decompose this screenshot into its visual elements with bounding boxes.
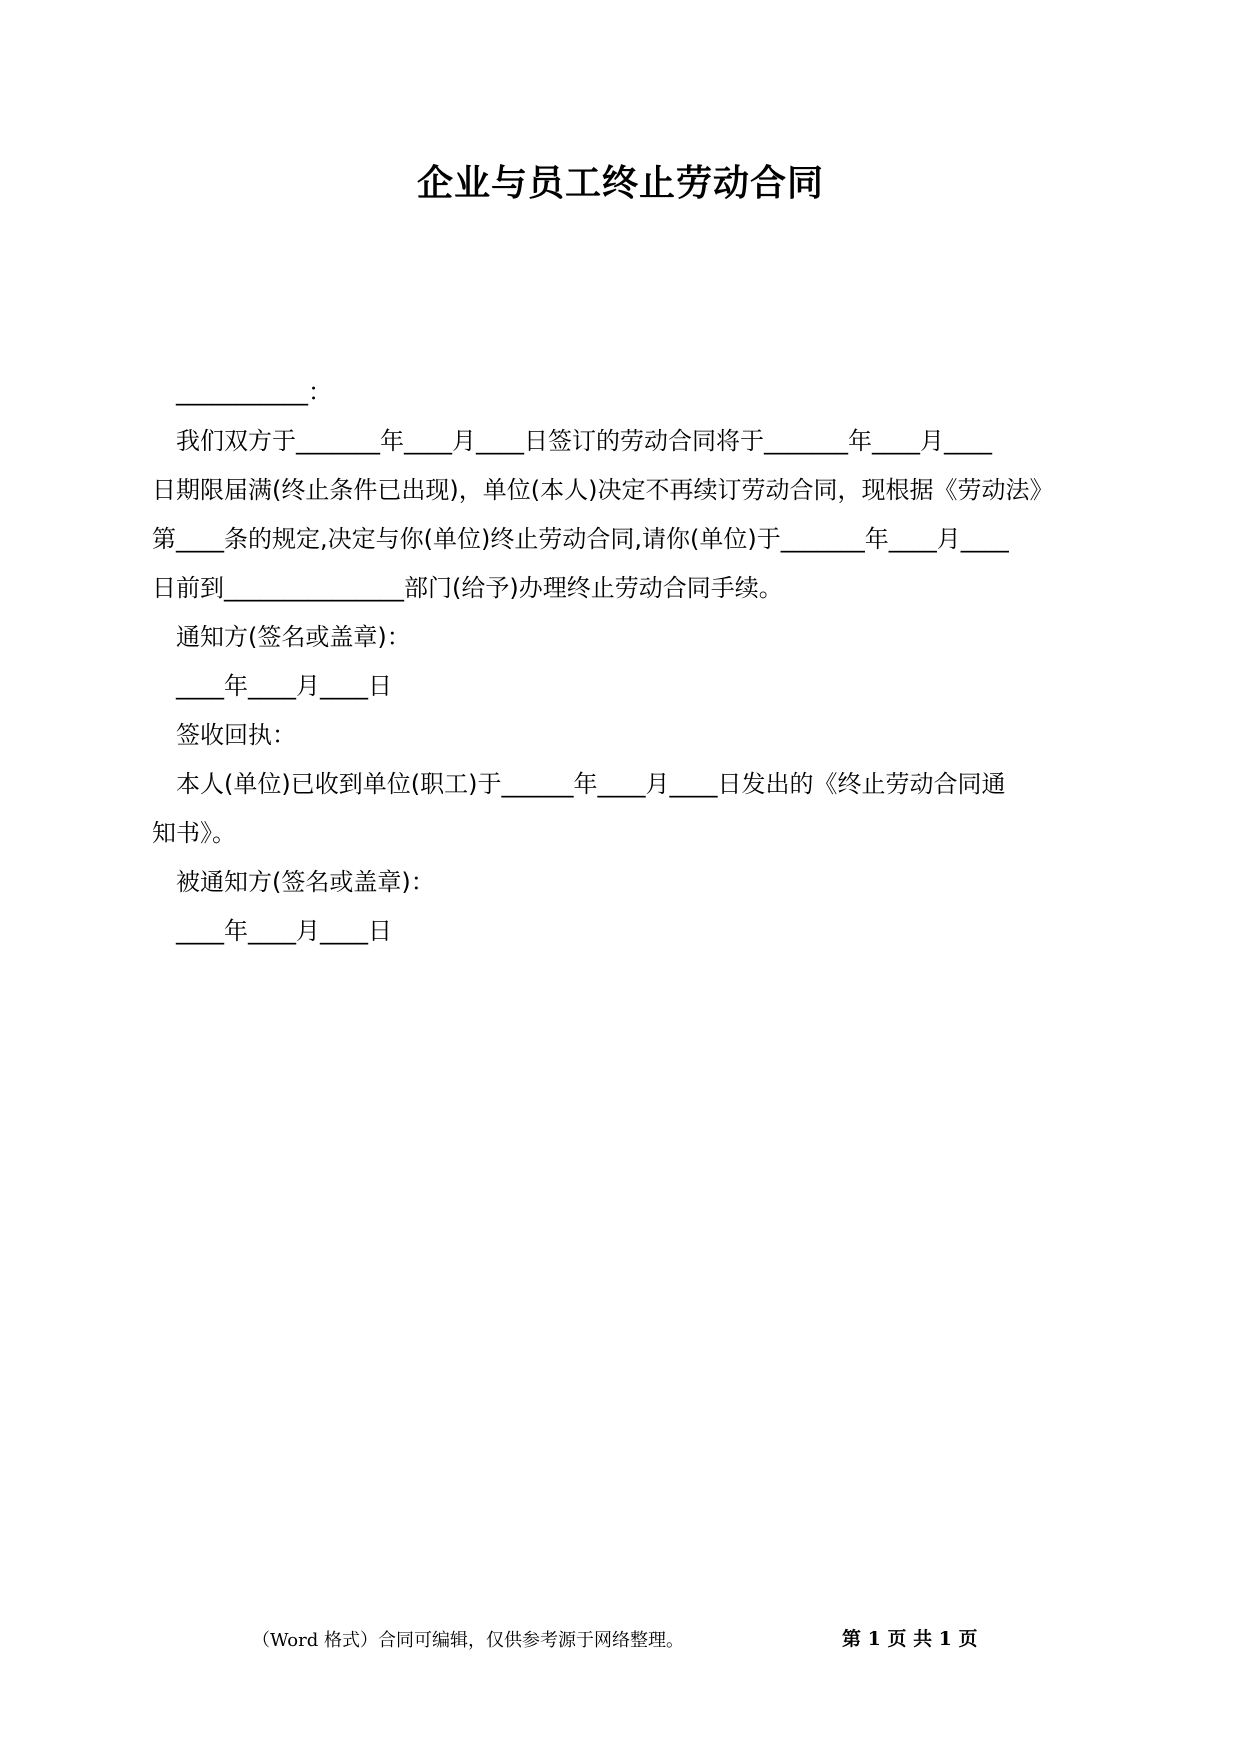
- paragraph-line: 日期限届满(终止条件已出现)，单位(本人)决定不再续订劳动合同，现根据《劳动法》: [152, 476, 1054, 504]
- document-body: [152, 368, 1102, 956]
- notifier-date-line: ____年____月____日: [176, 672, 392, 700]
- receipt-heading: 签收回执：: [176, 721, 296, 749]
- paragraph-line: 日前到_______________部门(给予)办理终止劳动合同手续。: [152, 574, 783, 602]
- recipient-signature-label: 被通知方(签名或盖章)：: [176, 868, 435, 896]
- notifier-signature-label: 通知方(签名或盖章)：: [176, 623, 411, 651]
- footer-note: （Word 格式）合同可编辑，仅供参考源于网络整理。: [252, 1630, 684, 1651]
- addressee-line: ___________：: [176, 378, 332, 406]
- recipient-date-line: ____年____月____日: [176, 917, 392, 945]
- document-title: 企业与员工终止劳动合同: [416, 163, 824, 204]
- paragraph-line: 第____条的规定,决定与你(单位)终止劳动合同,请你(单位)于_______年____月____: [152, 525, 1009, 553]
- paragraph-line: 知书》。: [152, 819, 236, 847]
- paragraph-line: 本人(单位)已收到单位(职工)于______年____月____日发出的《终止劳动合同通: [176, 770, 1006, 798]
- page-indicator: 第 1 页 共 1 页: [842, 1628, 978, 1650]
- paragraph-line: 我们双方于_______年____月____日签订的劳动合同将于_______年____月____: [176, 427, 992, 455]
